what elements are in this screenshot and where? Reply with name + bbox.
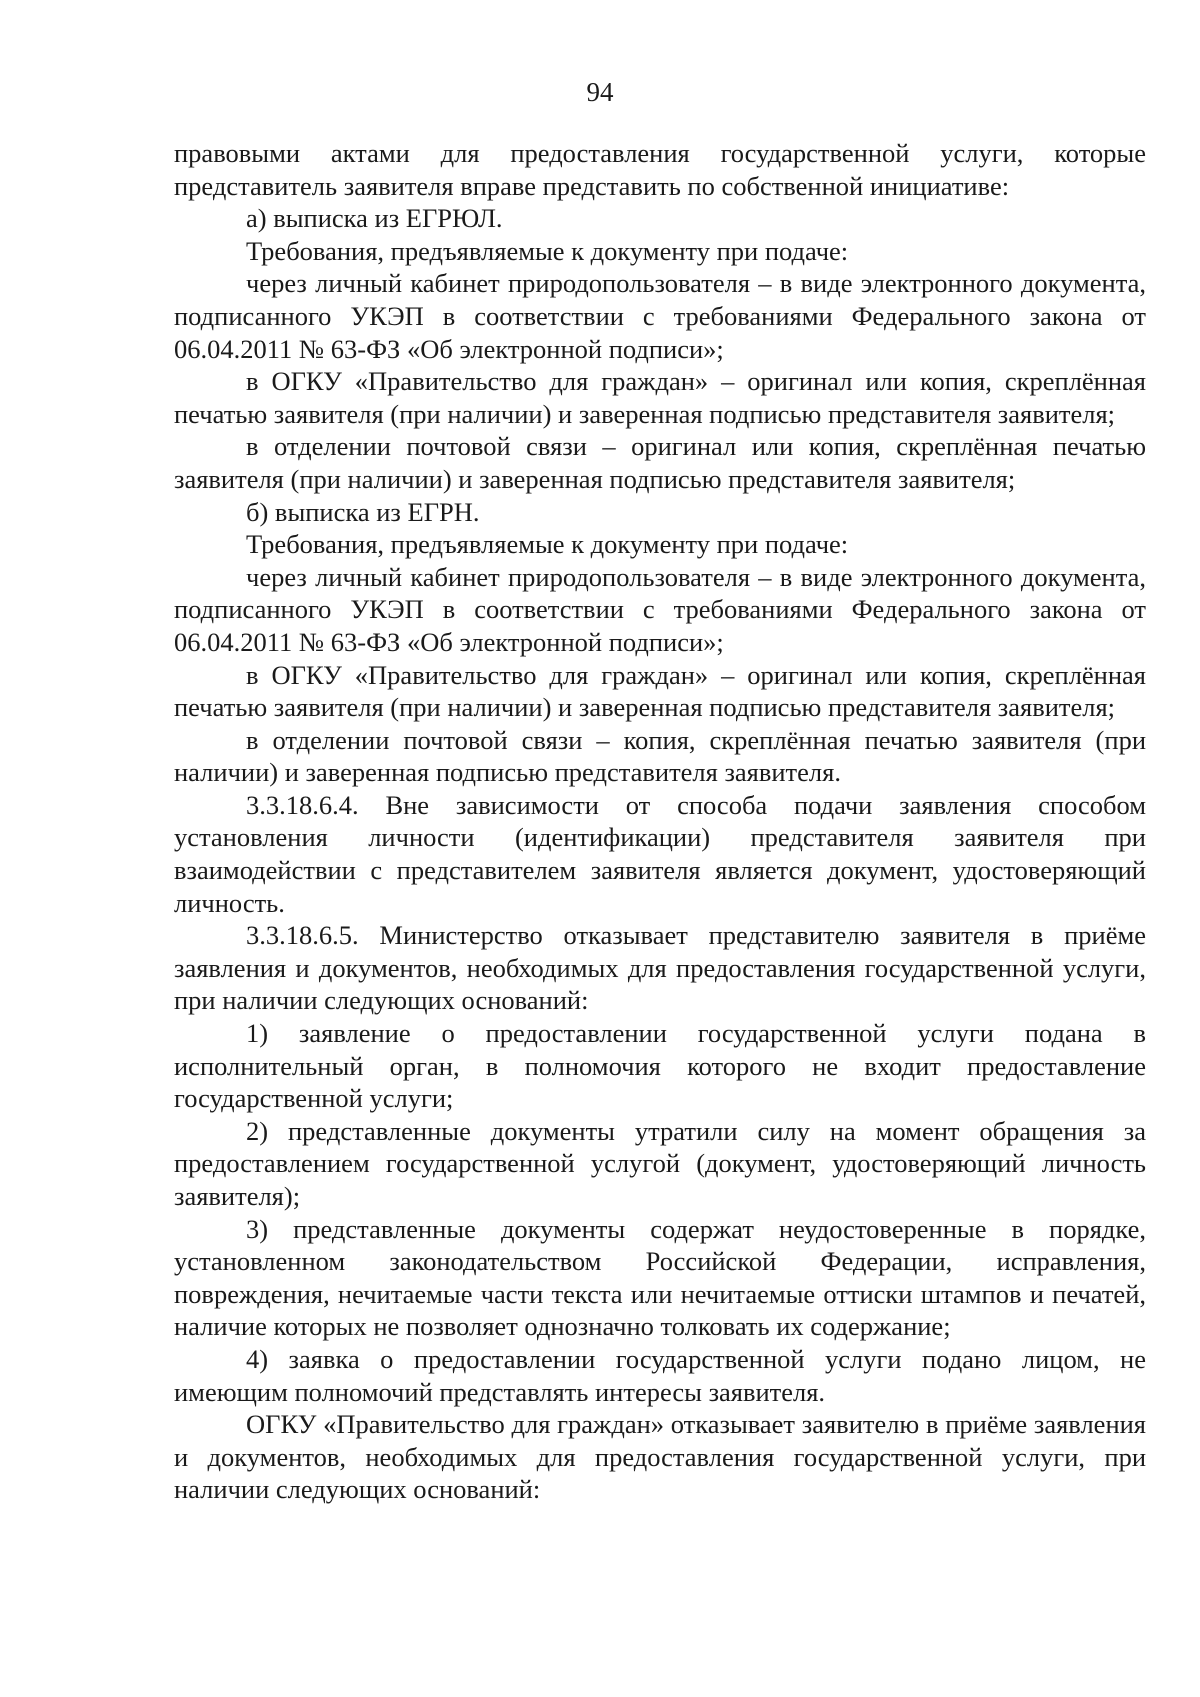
paragraph-requirements: Требования, предъявляемые к документу при подаче: — [246, 235, 849, 266]
paragraph-item-b: б) выписка из ЕГРН. — [246, 496, 480, 527]
paragraph-ogku-refusal: ОГКУ «Правительство для граждан» отказывает заявителю в приёме заявления и документов, необходимых для предоставления государственной услуги, при наличии следующих оснований: — [174, 1409, 1146, 1505]
paragraph-post-office: в отделении почтовой связи – оригинал или копия, скреплённая печатью заявителя (при наличии) и заверенная подписью представителя заявителя; — [174, 431, 1146, 494]
paragraph-reason-4: 4) заявка о предоставлении государственной услуги подано лицом, не имеющим полномочий представлять интересы заявителя. — [174, 1343, 1146, 1407]
paragraph-post-office: в отделении почтовой связи – копия, скреплённая печатью заявителя (при наличии) и заверенная подписью представителя заявителя. — [174, 724, 1146, 788]
paragraph-personal-cabinet: через личный кабинет природопользователя – в виде электронного документа, подписанного УКЭП в соответствии с требованиями Федерального закона от 06.04.2011 № 63-ФЗ «Об электронной подписи»; — [174, 561, 1146, 657]
paragraph-continuation: правовыми актами для предоставления государственной услуги, которые представитель заявителя вправе представить по собственной инициативе: — [174, 138, 1146, 201]
paragraph-ogku: в ОГКУ «Правительство для граждан» – оригинал или копия, скреплённая печатью заявителя (при наличии) и заверенная подписью представителя заявителя; — [174, 366, 1146, 429]
document-body — [174, 137, 1146, 1506]
paragraph-3-3-18-6-5: 3.3.18.6.5. Министерство отказывает представителю заявителя в приёме заявления и документов, необходимых для предоставления государственной услуги, при наличии следующих оснований: — [174, 920, 1146, 1016]
paragraph-requirements: Требования, предъявляемые к документу при подаче: — [246, 529, 849, 560]
paragraph-reason-3: 3) представленные документы содержат неудостоверенные в порядке, установленном законодательством Российской Федерации, исправления, повреждения, нечитаемые части текста или нечитаемые оттиски штампов и печатей, наличие которых не позволяет однозначно толковать их содержание; — [174, 1213, 1146, 1342]
paragraph-personal-cabinet: через личный кабинет природопользователя – в виде электронного документа, подписанного УКЭП в соответствии с требованиями Федерального закона от 06.04.2011 № 63-ФЗ «Об электронной подписи»; — [174, 268, 1146, 364]
page-number: 94 — [586, 77, 614, 107]
paragraph-reason-1: 1) заявление о предоставлении государственной услуги подана в исполнительный орган, в полномочия которого не входит предоставление государственной услуги; — [174, 1018, 1146, 1114]
paragraph-item-a: а) выписка из ЕГРЮЛ. — [246, 203, 503, 234]
paragraph-reason-2: 2) представленные документы утратили силу на момент обращения за предоставлением государственной услугой (документ, удостоверяющий личность заявителя); — [174, 1115, 1146, 1211]
paragraph-3-3-18-6-4: 3.3.18.6.4. Вне зависимости от способа подачи заявления способом установления личности (идентификации) представителя заявителя при взаимодействии с представителем заявителя является документ, удостоверяющий личность. — [174, 789, 1146, 918]
paragraph-ogku: в ОГКУ «Правительство для граждан» – оригинал или копия, скреплённая печатью заявителя (при наличии) и заверенная подписью представителя заявителя; — [174, 659, 1146, 723]
